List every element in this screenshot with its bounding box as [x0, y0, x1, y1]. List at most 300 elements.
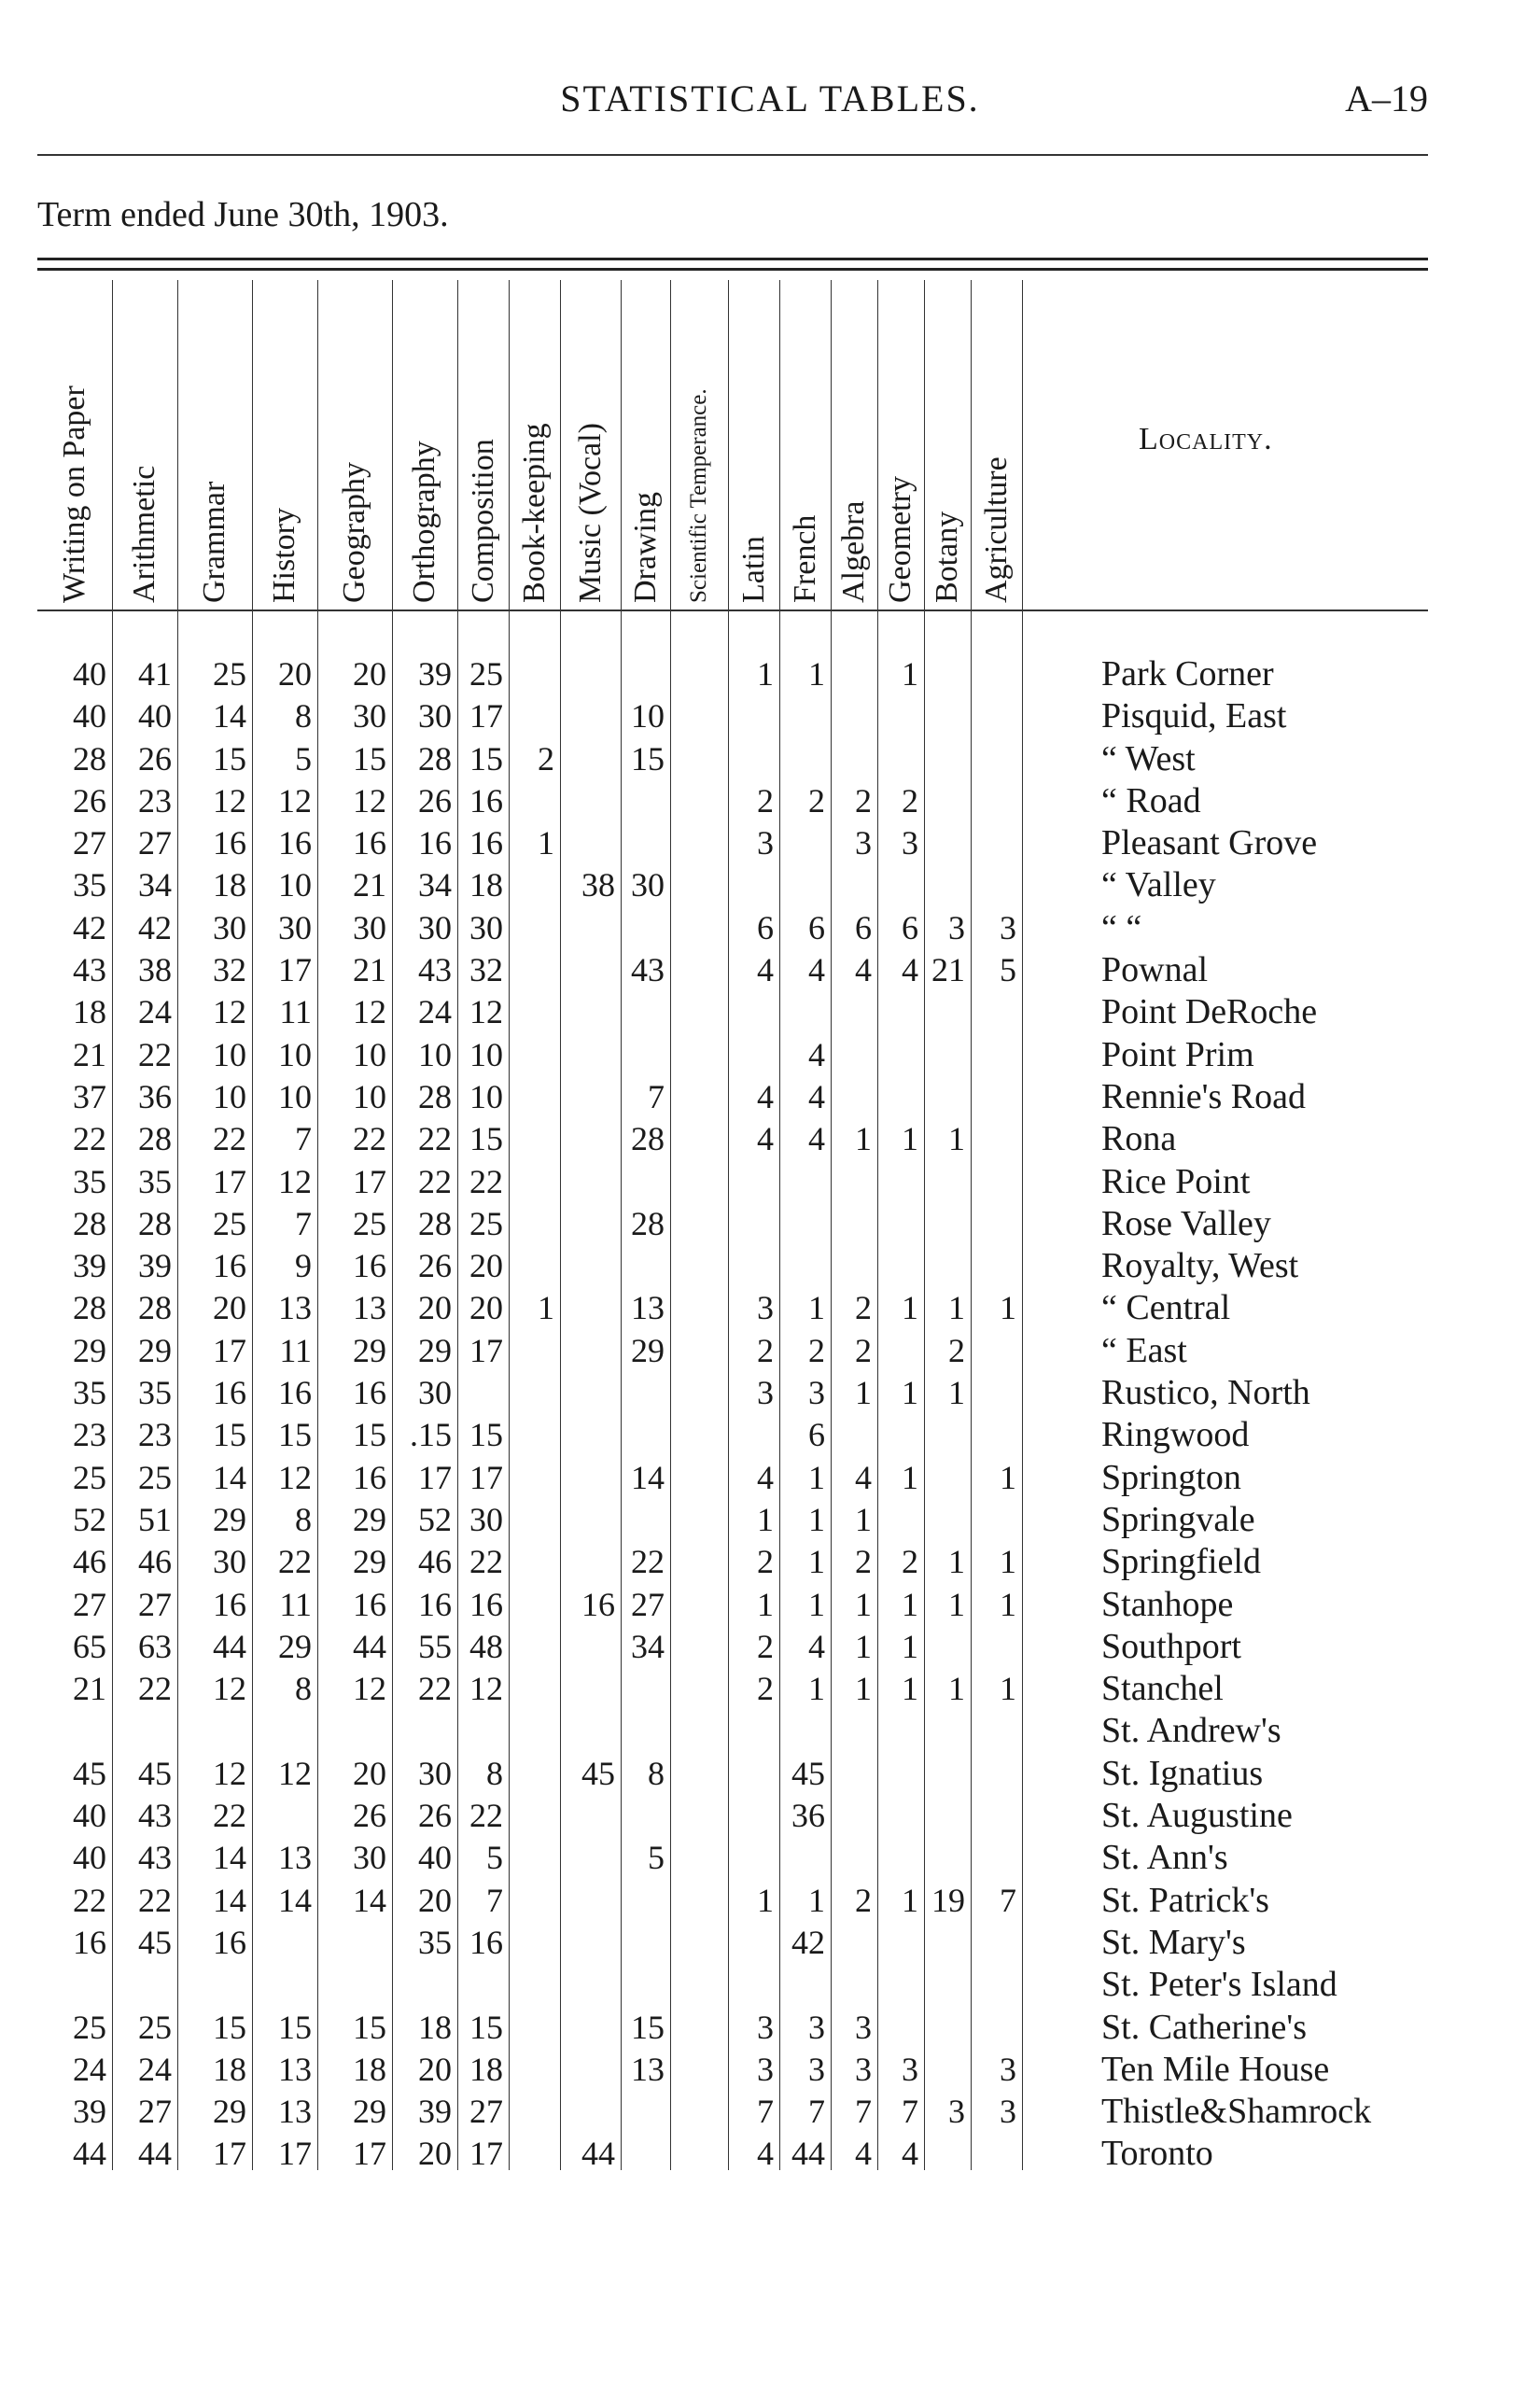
table-cell	[924, 1414, 971, 1456]
table-cell	[924, 1753, 971, 1795]
table-row	[0, 1880, 1540, 1922]
table-cell: 1	[902, 1670, 918, 1708]
table-cell	[670, 1414, 728, 1456]
table-cell	[670, 1287, 728, 1329]
table-cell	[621, 822, 670, 864]
table-cell	[670, 695, 728, 737]
table-cell: 28	[631, 1120, 665, 1158]
table-cell: 2	[808, 781, 825, 820]
table-cell	[621, 1034, 670, 1076]
column-header-label: Book-keeping	[516, 423, 552, 603]
table-cell: 16	[469, 824, 503, 862]
table-cell	[560, 1372, 621, 1414]
table-cell	[924, 2007, 971, 2049]
table-cell	[728, 1161, 779, 1203]
table-cell	[560, 1880, 621, 1922]
column-header-label: Latin	[735, 536, 771, 603]
table-cell: 15	[353, 2008, 386, 2046]
table-cell: 10	[418, 1035, 452, 1073]
table-cell	[621, 1710, 670, 1752]
table-cell: 1	[808, 1500, 825, 1538]
table-cell: 7	[757, 2093, 774, 2131]
table-cell	[924, 1964, 971, 2006]
table-cell: 3	[855, 2050, 872, 2088]
table-cell	[924, 822, 971, 864]
table-cell: 3	[757, 2008, 774, 2046]
table-cell: 15	[469, 2008, 503, 2046]
column-header-label: Algebra	[836, 500, 871, 603]
table-cell	[670, 1499, 728, 1541]
table-cell: 1	[902, 1374, 918, 1412]
table-cell: 24	[138, 993, 172, 1031]
table-cell	[670, 1795, 728, 1837]
table-cell	[560, 907, 621, 949]
table-cell	[831, 1203, 877, 1245]
table-cell	[560, 1837, 621, 1879]
table-cell: 35	[73, 1374, 106, 1412]
table-cell	[560, 1626, 621, 1668]
table-cell: 18	[213, 866, 246, 904]
table-cell: 1	[1000, 1289, 1016, 1327]
table-cell	[924, 1245, 971, 1287]
table-cell: 30	[213, 908, 246, 946]
table-cell: 22	[138, 1881, 172, 1919]
table-cell: 15	[213, 1416, 246, 1454]
table-cell	[560, 1076, 621, 1118]
table-cell: 4	[902, 2135, 918, 2173]
table-cell: 16	[353, 1247, 386, 1285]
table-cell: 2	[948, 1331, 965, 1369]
table-cell: 2	[757, 1670, 774, 1708]
table-cell	[924, 2049, 971, 2091]
table-cell	[924, 738, 971, 780]
locality-cell: St. Ignatius	[1101, 1753, 1264, 1793]
table-cell	[831, 1753, 877, 1795]
table-cell	[831, 864, 877, 906]
table-cell	[831, 695, 877, 737]
table-cell: 20	[469, 1247, 503, 1285]
table-cell: 4	[855, 2135, 872, 2173]
table-cell	[924, 780, 971, 822]
column-header	[509, 280, 560, 607]
table-cell	[971, 1710, 1022, 1752]
table-cell: 30	[353, 1839, 386, 1877]
table-cell: 28	[73, 739, 106, 778]
table-cell	[831, 1964, 877, 2006]
table-cell: 20	[418, 1881, 452, 1919]
table-cell	[37, 1710, 112, 1752]
table-cell: 4	[808, 1035, 825, 1073]
table-cell: 15	[213, 2008, 246, 2046]
table-cell: 8	[295, 1670, 312, 1708]
table-row	[0, 2133, 1540, 2175]
table-cell: 16	[278, 824, 312, 862]
table-cell: 29	[353, 1331, 386, 1369]
table-cell: 17	[213, 1331, 246, 1369]
locality-cell: “ Road	[1101, 780, 1201, 820]
data-table	[0, 653, 1540, 2176]
table-cell	[971, 991, 1022, 1033]
table-cell: 3	[902, 824, 918, 862]
table-cell: 1	[855, 1627, 872, 1665]
table-cell: 38	[581, 866, 615, 904]
table-cell	[971, 1499, 1022, 1541]
table-cell: 16	[213, 1585, 246, 1623]
table-cell	[924, 1457, 971, 1499]
table-cell: 2	[757, 781, 774, 820]
table-cell	[728, 695, 779, 737]
column-header-label: Botany	[930, 511, 964, 603]
table-cell: 15	[278, 2008, 312, 2046]
table-cell: 46	[138, 1543, 172, 1581]
table-cell: 3	[808, 2050, 825, 2088]
table-cell: 2	[855, 781, 872, 820]
table-cell: 17	[278, 2135, 312, 2173]
table-cell: 28	[138, 1204, 172, 1242]
table-cell	[971, 1922, 1022, 1964]
table-cell: 1	[757, 1881, 774, 1919]
table-cell: 44	[581, 2135, 615, 2173]
table-cell: 36	[791, 1797, 825, 1835]
table-row	[0, 1034, 1540, 1076]
table-cell	[971, 780, 1022, 822]
table-cell: 16	[418, 1585, 452, 1623]
table-cell: 1	[902, 1627, 918, 1665]
table-cell	[670, 2049, 728, 2091]
table-cell: 16	[213, 1923, 246, 1961]
table-cell: 51	[138, 1500, 172, 1538]
page-number: A–19	[1345, 77, 1428, 119]
table-cell	[252, 1922, 317, 1964]
table-cell: 17	[469, 1331, 503, 1369]
table-cell	[177, 1964, 252, 2006]
locality-cell: Rona	[1101, 1119, 1177, 1159]
table-cell: 29	[73, 1331, 106, 1369]
table-cell: 2	[808, 1331, 825, 1369]
table-cell	[779, 864, 831, 906]
table-cell	[971, 738, 1022, 780]
table-cell: 21	[353, 866, 386, 904]
column-header	[728, 280, 779, 607]
table-cell: 42	[73, 908, 106, 946]
table-cell: 3	[808, 2008, 825, 2046]
table-cell	[670, 2133, 728, 2175]
table-cell	[670, 738, 728, 780]
table-cell: 3	[948, 908, 965, 946]
table-cell	[924, 2133, 971, 2175]
table-cell	[509, 2091, 560, 2133]
table-cell: 40	[73, 1839, 106, 1877]
table-cell	[317, 1710, 392, 1752]
table-cell: 1	[808, 1289, 825, 1327]
table-cell: 28	[73, 1204, 106, 1242]
table-cell	[457, 1964, 509, 2006]
table-cell: 13	[278, 2050, 312, 2088]
table-cell: 2	[902, 781, 918, 820]
table-cell: 42	[138, 908, 172, 946]
table-cell: 7	[902, 2093, 918, 2131]
table-cell: 39	[418, 2093, 452, 2131]
table-cell: 44	[213, 1627, 246, 1665]
table-cell: 45	[73, 1754, 106, 1792]
table-cell: 12	[353, 781, 386, 820]
column-header-label: Scientific Temperance.	[686, 388, 711, 603]
table-cell: 22	[73, 1120, 106, 1158]
table-cell: 27	[138, 824, 172, 862]
table-cell: 48	[469, 1627, 503, 1665]
table-cell: 18	[418, 2008, 452, 2046]
table-cell: 11	[279, 1585, 312, 1623]
locality-cell: Springfield	[1101, 1542, 1261, 1582]
table-cell	[779, 695, 831, 737]
table-cell	[560, 2091, 621, 2133]
table-cell: 1	[948, 1120, 965, 1158]
table-cell: 3	[757, 2050, 774, 2088]
table-cell: 1	[902, 1881, 918, 1919]
table-cell	[509, 1710, 560, 1752]
table-cell	[670, 1541, 728, 1583]
table-cell: 12	[469, 1670, 503, 1708]
table-cell: 35	[138, 1374, 172, 1412]
locality-cell: St. Andrew's	[1101, 1711, 1281, 1751]
table-cell: 28	[418, 1204, 452, 1242]
table-cell: 2	[757, 1627, 774, 1665]
table-row	[0, 1245, 1540, 1287]
table-cell	[670, 1245, 728, 1287]
column-header	[560, 280, 621, 607]
column-header-label: Music (Vocal)	[572, 423, 608, 603]
table-cell: 20	[353, 1754, 386, 1792]
table-cell: 16	[213, 824, 246, 862]
table-cell: 22	[278, 1543, 312, 1581]
table-row	[0, 1922, 1540, 1964]
table-cell: 21	[353, 951, 386, 989]
locality-cell: St. Catherine's	[1101, 2007, 1308, 2047]
table-cell: 8	[295, 1500, 312, 1538]
table-cell	[621, 780, 670, 822]
table-cell	[560, 2007, 621, 2049]
table-cell: 30	[213, 1543, 246, 1581]
table-cell: 2	[855, 1331, 872, 1369]
table-cell	[112, 1710, 177, 1752]
table-cell	[971, 695, 1022, 737]
locality-cell: Springvale	[1101, 1499, 1255, 1539]
table-row	[0, 1118, 1540, 1160]
table-cell	[509, 1161, 560, 1203]
column-header	[317, 280, 392, 607]
table-cell: 38	[138, 951, 172, 989]
table-cell: 22	[631, 1543, 665, 1581]
table-cell	[877, 1710, 924, 1752]
table-cell	[831, 1161, 877, 1203]
table-cell: 25	[73, 1458, 106, 1496]
table-row	[0, 1541, 1540, 1583]
table-cell: 3	[808, 1374, 825, 1412]
table-row	[0, 1414, 1540, 1456]
table-cell: 35	[73, 1162, 106, 1200]
table-cell: 22	[469, 1543, 503, 1581]
table-cell: 40	[138, 697, 172, 736]
table-cell: 20	[278, 655, 312, 693]
table-cell: 23	[73, 1416, 106, 1454]
table-cell	[670, 1964, 728, 2006]
table-cell: 1	[808, 1670, 825, 1708]
column-header-label: Drawing	[627, 492, 663, 603]
table-cell	[560, 1964, 621, 2006]
locality-cell: Pisquid, East	[1101, 696, 1287, 736]
table-cell: 34	[631, 1627, 665, 1665]
table-cell	[509, 1118, 560, 1160]
table-cell: 24	[73, 2050, 106, 2088]
table-cell: 20	[469, 1289, 503, 1327]
table-cell: 1	[902, 1585, 918, 1623]
table-cell	[877, 1837, 924, 1879]
table-cell: 16	[469, 1585, 503, 1623]
table-cell: 30	[418, 697, 452, 736]
locality-cell: St. Ann's	[1101, 1838, 1228, 1878]
table-cell: 24	[418, 993, 452, 1031]
table-cell: 10	[469, 1035, 503, 1073]
locality-cell: Springton	[1101, 1457, 1241, 1497]
table-cell	[728, 1964, 779, 2006]
table-cell	[877, 1161, 924, 1203]
column-header-label: Agriculture	[978, 456, 1014, 603]
table-cell: 7	[808, 2093, 825, 2131]
column-header-label: History	[267, 508, 301, 603]
table-cell: 39	[73, 1247, 106, 1285]
table-cell	[670, 1118, 728, 1160]
table-cell	[971, 1414, 1022, 1456]
table-cell: 1	[948, 1543, 965, 1581]
table-cell	[560, 780, 621, 822]
table-cell: 36	[138, 1077, 172, 1115]
table-cell	[877, 1499, 924, 1541]
table-cell: 16	[353, 1585, 386, 1623]
table-row	[0, 1753, 1540, 1795]
table-cell	[924, 1837, 971, 1879]
table-cell: 44	[353, 1627, 386, 1665]
table-cell: 35	[73, 866, 106, 904]
table-cell: 24	[138, 2050, 172, 2088]
column-header	[112, 280, 177, 607]
table-cell: 12	[278, 1458, 312, 1496]
table-cell	[779, 1837, 831, 1879]
table-cell	[509, 1076, 560, 1118]
table-cell: 27	[469, 2093, 503, 2131]
table-cell	[924, 991, 971, 1033]
table-cell	[509, 1964, 560, 2006]
table-cell	[509, 991, 560, 1033]
table-cell	[509, 780, 560, 822]
table-cell	[621, 1922, 670, 1964]
table-cell: 10	[353, 1077, 386, 1115]
table-cell	[670, 949, 728, 991]
table-cell	[831, 1795, 877, 1837]
table-cell	[670, 1076, 728, 1118]
table-cell: 1	[538, 824, 554, 862]
table-cell	[779, 1710, 831, 1752]
table-cell: 28	[418, 739, 452, 778]
table-cell	[177, 1710, 252, 1752]
table-cell: 17	[469, 697, 503, 736]
table-cell: 25	[73, 2008, 106, 2046]
table-cell: 55	[418, 1627, 452, 1665]
table-cell: 23	[138, 1416, 172, 1454]
table-cell: 8	[648, 1754, 665, 1792]
table-cell	[924, 1626, 971, 1668]
table-cell: 1	[757, 1585, 774, 1623]
table-cell: 4	[902, 951, 918, 989]
table-cell: 1	[808, 1458, 825, 1496]
table-cell: 43	[418, 951, 452, 989]
table-cell	[728, 1753, 779, 1795]
locality-cell: St. Mary's	[1101, 1922, 1246, 1962]
table-cell: 43	[631, 951, 665, 989]
table-cell	[252, 1795, 317, 1837]
table-cell: 27	[138, 2093, 172, 2131]
table-cell: 1	[1000, 1670, 1016, 1708]
table-cell: 1	[855, 1120, 872, 1158]
table-row	[0, 1668, 1540, 1710]
table-cell	[779, 1245, 831, 1287]
table-cell	[560, 1541, 621, 1583]
table-cell: 45	[791, 1754, 825, 1792]
table-cell	[560, 1118, 621, 1160]
table-row	[0, 1457, 1540, 1499]
table-cell: 39	[418, 655, 452, 693]
table-cell: 21	[73, 1670, 106, 1708]
table-cell	[670, 1372, 728, 1414]
table-cell: 16	[353, 1458, 386, 1496]
table-row	[0, 991, 1540, 1033]
table-cell: 2	[855, 1881, 872, 1919]
table-cell: 17	[278, 951, 312, 989]
table-cell: 65	[73, 1627, 106, 1665]
table-cell	[728, 1034, 779, 1076]
table-row	[0, 1372, 1540, 1414]
table-cell: 7	[648, 1077, 665, 1115]
table-cell: 1	[757, 1500, 774, 1538]
table-cell: 6	[757, 908, 774, 946]
table-cell: 25	[213, 1204, 246, 1242]
column-header	[971, 280, 1022, 607]
table-cell: 39	[73, 2093, 106, 2131]
table-cell: 30	[418, 1754, 452, 1792]
table-cell	[831, 991, 877, 1033]
table-cell: 6	[808, 908, 825, 946]
table-cell: 3	[757, 824, 774, 862]
table-cell: 40	[73, 655, 106, 693]
table-cell	[509, 2049, 560, 2091]
table-cell	[509, 1837, 560, 1879]
table-cell	[924, 1922, 971, 1964]
table-cell: 35	[138, 1162, 172, 1200]
header-rule	[37, 610, 1428, 611]
locality-cell: Pleasant Grove	[1101, 823, 1318, 863]
table-cell: 12	[213, 1754, 246, 1792]
table-row	[0, 695, 1540, 737]
table-cell: 28	[138, 1289, 172, 1327]
locality-header: Locality.	[1139, 422, 1273, 456]
table-cell	[971, 1372, 1022, 1414]
table-cell: 28	[138, 1120, 172, 1158]
table-cell: 13	[631, 1289, 665, 1327]
table-cell: 22	[418, 1670, 452, 1708]
table-cell: 15	[353, 739, 386, 778]
table-cell: 10	[278, 1035, 312, 1073]
table-cell: 12	[469, 993, 503, 1031]
table-cell: 7	[295, 1204, 312, 1242]
